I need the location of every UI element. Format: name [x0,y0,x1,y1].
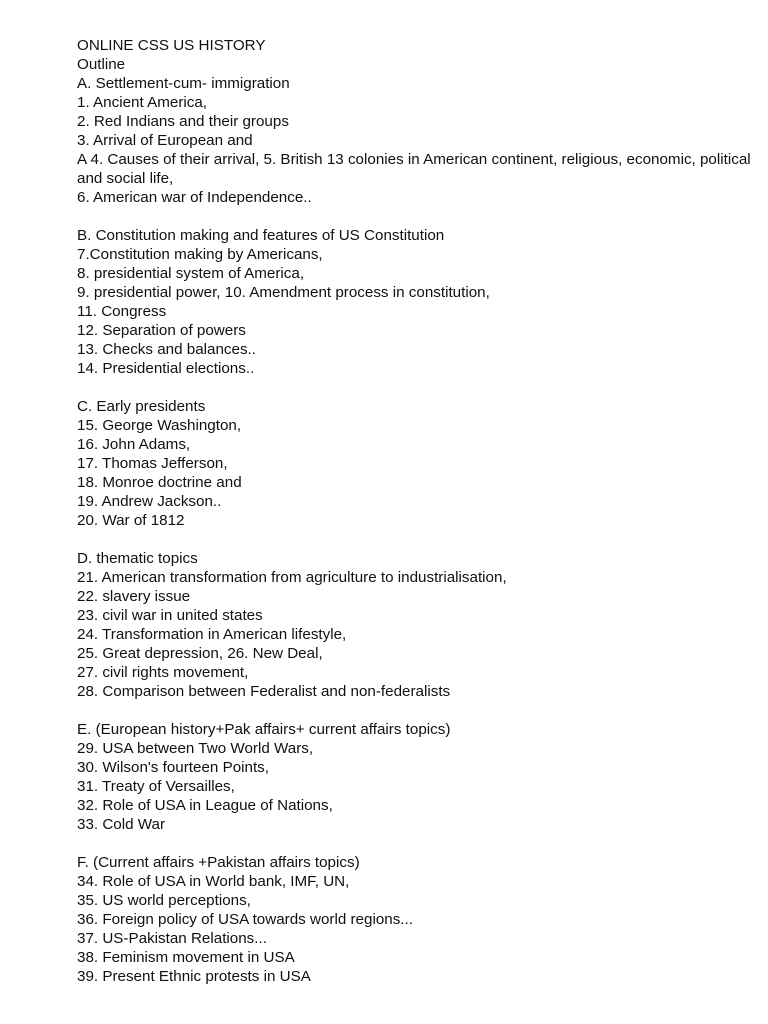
list-item: 12. Separation of powers [77,322,246,339]
list-item: A 4. Causes of their arrival, 5. British 13 colonies in American continent, religious, economic, political and social life, [77,151,751,187]
list-item: 2. Red Indians and their groups [77,113,289,130]
list-item: 36. Foreign policy of USA towards world regions... [77,911,413,928]
list-item: 35. US world perceptions, [77,892,251,909]
list-item: 14. Presidential elections.. [77,360,255,377]
document-page [77,36,757,986]
section-spacer [77,207,757,226]
section-d [77,549,757,701]
list-item: 16. John Adams, [77,436,191,453]
list-item: 37. US-Pakistan Relations... [77,930,267,947]
list-item: 25. Great depression, 26. New Deal, [77,645,323,662]
list-item: 29. USA between Two World Wars, [77,740,314,757]
list-item: 3. Arrival of European and [77,132,253,149]
list-item: 1. Ancient America, [77,94,208,111]
list-item: 23. civil war in united states [77,607,263,624]
list-item: 13. Checks and balances.. [77,341,256,358]
section-heading: E. (European history+Pak affairs+ current affairs topics) [77,721,451,738]
section-spacer [77,701,757,720]
section-heading: B. Constitution making and features of US Constitution [77,227,445,244]
list-item: 17. Thomas Jefferson, [77,455,228,472]
section-heading: D. thematic topics [77,550,198,567]
list-item: 6. American war of Independence.. [77,189,312,206]
section-heading: F. (Current affairs +Pakistan affairs topics) [77,854,360,871]
section-spacer [77,378,757,397]
section-a [77,74,757,207]
list-item: 27. civil rights movement, [77,664,249,681]
document-subtitle: Outline [77,56,126,73]
list-item: 33. Cold War [77,816,166,833]
section-e [77,720,757,834]
list-item: 18. Monroe doctrine and [77,474,242,491]
section-heading: A. Settlement-cum- immigration [77,75,290,92]
list-item: 32. Role of USA in League of Nations, [77,797,333,814]
list-item: 38. Feminism movement in USA [77,949,295,966]
list-item: 28. Comparison between Federalist and non-federalists [77,683,451,700]
list-item: 19. Andrew Jackson.. [77,493,222,510]
list-item: 8. presidential system of America, [77,265,305,282]
list-item: 9. presidential power, 10. Amendment process in constitution, [77,284,490,301]
list-item: 34. Role of USA in World bank, IMF, UN, [77,873,350,890]
document-title: ONLINE CSS US HISTORY [77,37,266,54]
list-item: 24. Transformation in American lifestyle, [77,626,347,643]
section-c [77,397,757,530]
list-item: 22. slavery issue [77,588,191,605]
list-item: 11. Congress [77,303,167,320]
section-heading: C. Early presidents [77,398,206,415]
list-item: 21. American transformation from agriculture to industrialisation, [77,569,507,586]
list-item: 7.Constitution making by Americans, [77,246,323,263]
section-spacer [77,530,757,549]
section-f [77,853,757,986]
list-item: 20. War of 1812 [77,512,185,529]
section-b [77,226,757,378]
list-item: 15. George Washington, [77,417,242,434]
list-item: 39. Present Ethnic protests in USA [77,968,311,985]
section-spacer [77,834,757,853]
list-item: 30. Wilson's fourteen Points, [77,759,269,776]
list-item: 31. Treaty of Versailles, [77,778,235,795]
